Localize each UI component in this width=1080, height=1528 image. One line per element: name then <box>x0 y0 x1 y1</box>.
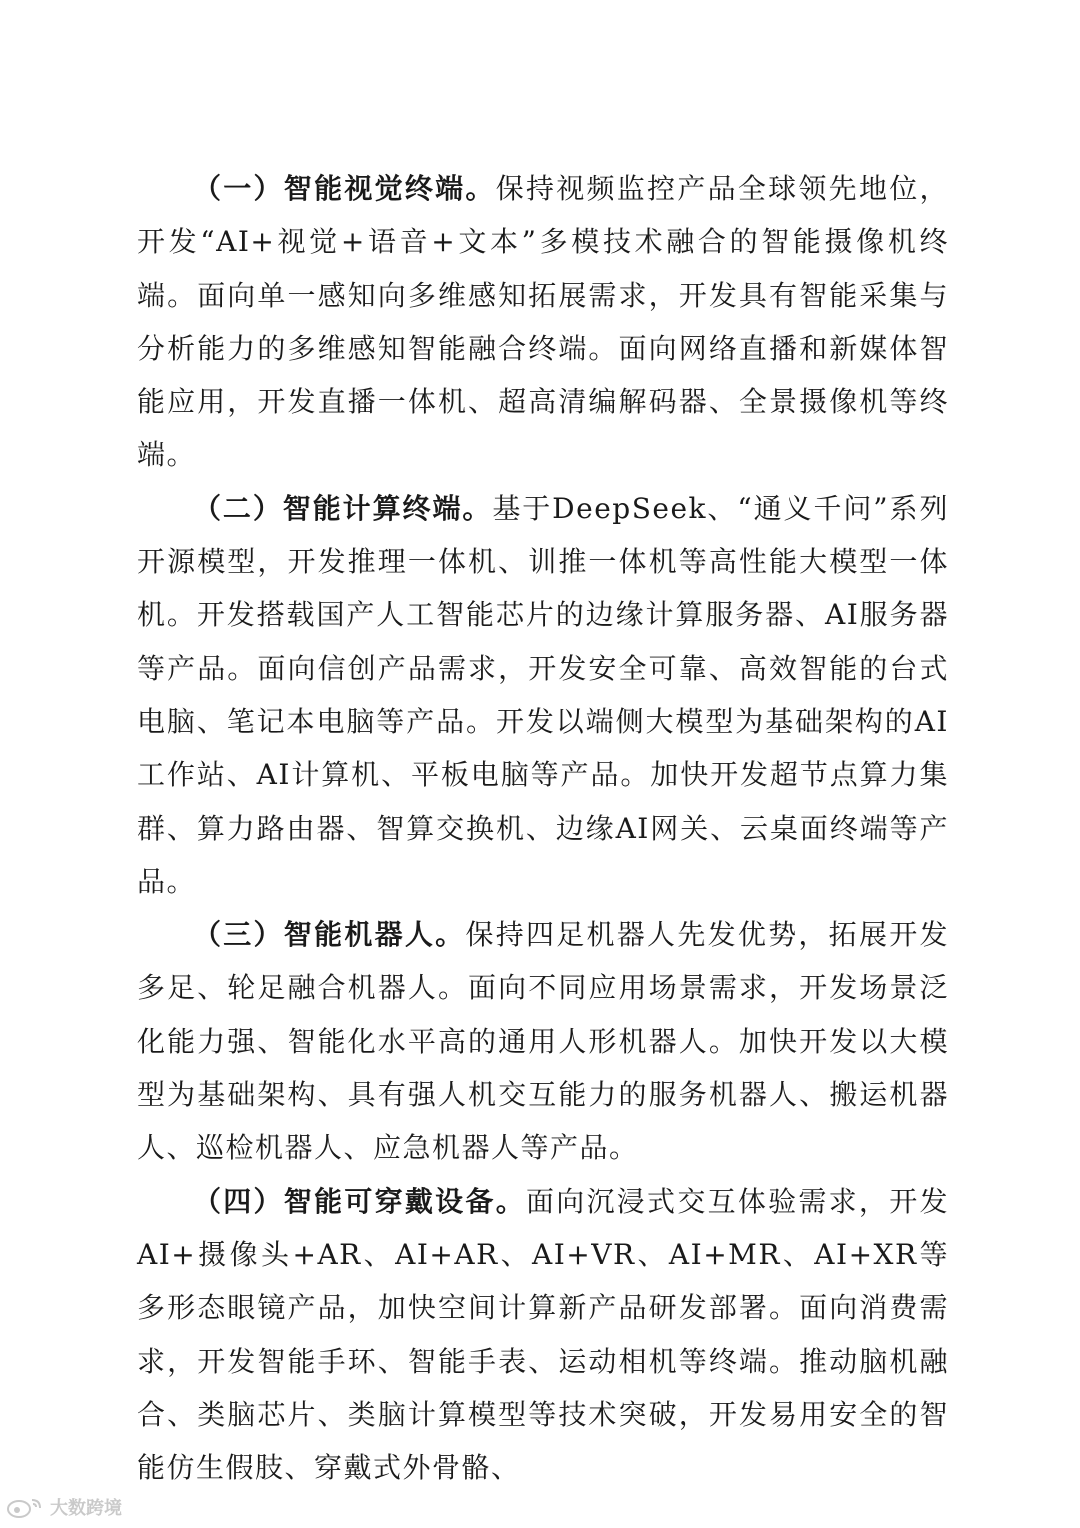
paragraph-text: 面向沉浸式交互体验需求，开发AI+摄像头+AR、AI+AR、AI+VR、AI+MR、AI+XR等多形态眼镜产品，加快空间计算新产品研发部署。面向消费需求，开发智能手环、智能手表、运动相机等终端。推动脑机融合、类脑芯片、类脑计算模型等技术突破，开发易用安全的智能仿生假肢、穿戴式外骨骼、 <box>137 1184 949 1485</box>
paragraph-smart-computing-terminal <box>137 482 949 908</box>
section-heading: （三）智能机器人。 <box>193 918 466 952</box>
weibo-logo-icon <box>6 1496 46 1518</box>
paragraph-text: 保持视频监控产品全球领先地位，开发“AI+视觉+语音+文本”多模技术融合的智能摄像机终端。面向单一感知向多维感知拓展需求，开发具有智能采集与分析能力的多维感知智能融合终端。面向网络直播和新媒体智能应用，开发直播一体机、超高清编解码器、全景摄像机等终端。 <box>137 172 949 472</box>
paragraph-text: 保持四足机器人先发优势，拓展开发多足、轮足融合机器人。面向不同应用场景需求，开发场景泛化能力强、智能化水平高的通用人形机器人。加快开发以大模型为基础架构、具有强人机交互能力的服务机器人、搬运机器人、巡检机器人、应急机器人等产品。 <box>137 918 949 1165</box>
paragraph-smart-vision-terminal <box>137 162 949 482</box>
paragraph-smart-wearable <box>137 1175 949 1495</box>
section-heading: （四）智能可穿戴设备。 <box>193 1184 526 1218</box>
watermark <box>6 1494 122 1520</box>
watermark-text: 大数跨境 <box>50 1498 122 1519</box>
section-heading: （一）智能视觉终端。 <box>193 172 496 205</box>
document-body <box>137 162 949 1494</box>
paragraph-smart-robot <box>137 908 949 1174</box>
section-heading: （二）智能计算终端。 <box>193 491 493 525</box>
paragraph-text: 基于DeepSeek、“通义千问”系列开源模型，开发推理一体机、训推一体机等高性能大模型一体机。开发搭载国产人工智能芯片的边缘计算服务器、AI服务器等产品。面向信创产品需求，开发安全可靠、高效智能的台式电脑、笔记本电脑等产品。开发以端侧大模型为基础架构的AI工作站、AI计算机、平板电脑等产品。加快开发超节点算力集群、算力路由器、智算交换机、边缘AI网关、云桌面终端等产品。 <box>137 491 949 898</box>
